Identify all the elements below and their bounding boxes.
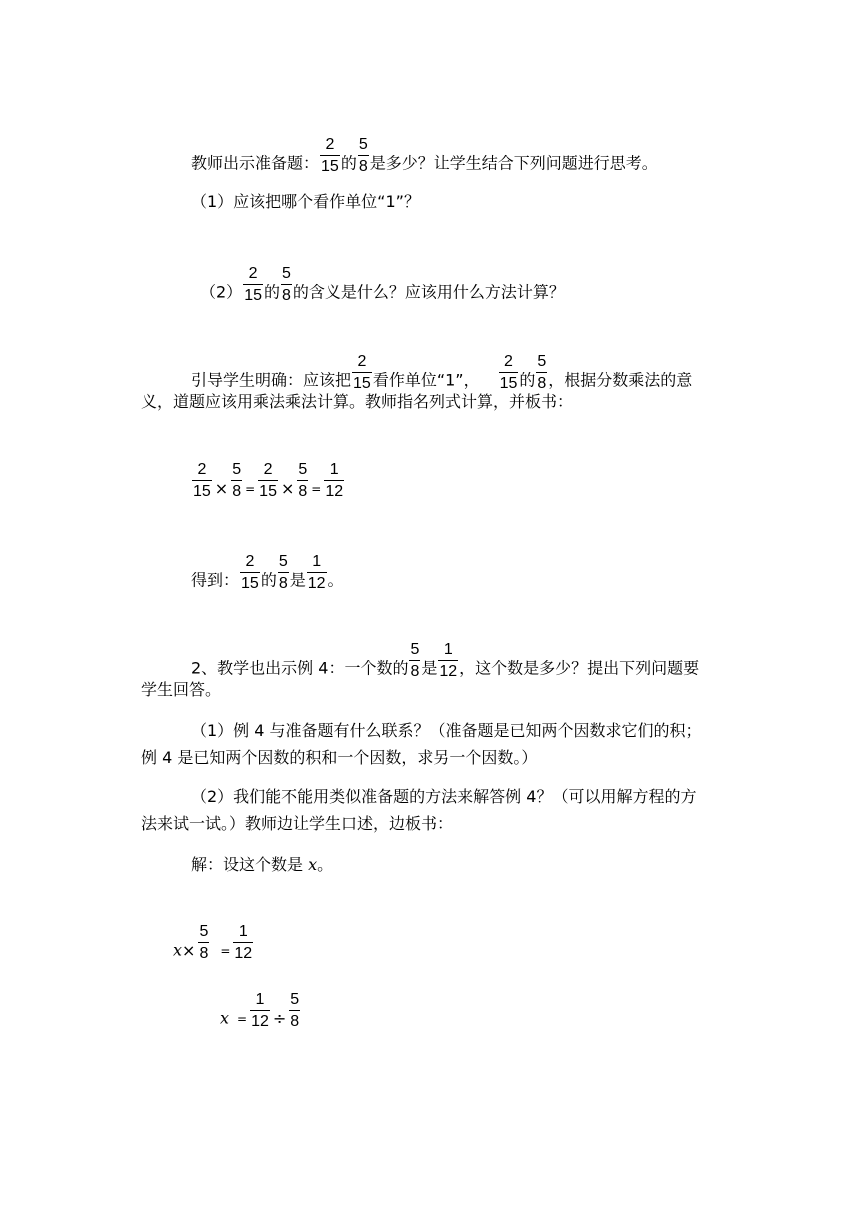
fraction-1-12 (233, 924, 253, 962)
text: 的 (260, 570, 277, 590)
fraction-1-12 (250, 992, 270, 1030)
variable-x: x (173, 940, 183, 960)
numerator: 5 (281, 266, 292, 285)
times-sign: × (182, 941, 196, 960)
solution-line (191, 857, 333, 873)
question-3-cont: 例 4 是已知两个因数的积和一个因数，求另一个因数。） (141, 748, 538, 767)
fraction-5-8 (536, 354, 547, 392)
text: 引导学生明确：应该把 (191, 370, 352, 390)
numerator: 5 (297, 462, 308, 481)
text: 解：设这个数是 (191, 855, 309, 874)
text: 教师出示准备题： (191, 153, 320, 173)
variable-x: x (220, 1008, 230, 1028)
numerator: 5 (289, 992, 300, 1011)
fraction-5-8 (198, 924, 209, 962)
numerator: 2 (243, 266, 263, 285)
denominator: 12 (325, 483, 344, 500)
denominator: 8 (278, 575, 288, 592)
numerator: 5 (358, 137, 369, 156)
denominator: 12 (307, 575, 326, 592)
divide-sign: ÷ (272, 1009, 287, 1028)
numerator: 5 (278, 554, 289, 573)
equals-sign: = (311, 482, 322, 496)
numerator: 2 (352, 354, 372, 373)
denominator: 8 (232, 483, 242, 500)
equals-sign: = (237, 1012, 248, 1026)
numerator: 5 (231, 462, 242, 481)
example-4-line-2: 学生回答。 (141, 680, 222, 699)
text: 的含义是什么？应该用什么方法计算？ (292, 282, 565, 302)
numerator: 5 (198, 924, 209, 943)
variable-x: x (308, 855, 318, 874)
numerator: 1 (324, 462, 344, 481)
numerator: 1 (250, 992, 270, 1011)
equals-sign: = (220, 944, 231, 958)
text: 2、教学也出示例 4：一个数的 (191, 658, 409, 678)
question-1: （1）应该把哪个看作单位“1”？ (191, 192, 420, 211)
fraction-5-8 (409, 642, 420, 680)
fraction-5-8 (289, 992, 300, 1030)
fraction-1-12 (307, 554, 327, 592)
denominator: 12 (251, 1013, 269, 1030)
fraction-5-8 (278, 554, 289, 592)
result-line (191, 553, 344, 600)
example-4-line (191, 641, 700, 688)
denominator: 15 (193, 483, 211, 500)
denominator: 8 (410, 663, 420, 680)
guidance-line-2: 义，道题应该用乘法乘法计算。教师指名列式计算，并板书： (141, 392, 574, 411)
denominator: 12 (234, 945, 253, 962)
denominator: 8 (282, 287, 291, 304)
fraction-2-15 (243, 266, 263, 304)
fraction-2-15 (192, 462, 212, 500)
denominator: 8 (290, 1013, 300, 1030)
denominator: 15 (241, 575, 259, 592)
numerator: 2 (320, 137, 340, 156)
numerator: 2 (240, 554, 260, 573)
numerator: 5 (536, 354, 547, 373)
numerator: 2 (499, 354, 519, 373)
text: 。 (327, 570, 344, 590)
text: 是多少？让学生结合下列问题进行思考。 (369, 153, 658, 173)
equation-x-divide (220, 991, 301, 1038)
denominator: 15 (353, 375, 371, 392)
denominator: 12 (439, 663, 458, 680)
fraction-1-12 (438, 642, 458, 680)
times-sign: × (280, 479, 295, 498)
denominator: 8 (298, 483, 308, 500)
text: 的 (340, 153, 357, 173)
equation-x-times (173, 923, 254, 970)
question-2 (200, 265, 565, 312)
fraction-2-15 (320, 137, 340, 175)
text: 的 (263, 282, 280, 302)
denominator: 15 (499, 375, 518, 392)
fraction-5-8 (281, 266, 292, 304)
fraction-5-8 (231, 462, 242, 500)
question-4-cont: 法来试一试。）教师边让学生口述，边板书： (141, 814, 454, 833)
text: ，根据分数乘法的意 (548, 370, 693, 390)
text: ，这个数是多少？提出下列问题要 (459, 658, 700, 678)
fraction-2-15 (240, 554, 260, 592)
denominator: 8 (199, 945, 209, 962)
fraction-5-8 (358, 137, 369, 175)
fraction-2-15 (352, 354, 372, 392)
numerator: 2 (258, 462, 278, 481)
text: 。 (317, 855, 334, 874)
text: 看作单位“1”， (372, 370, 480, 390)
denominator: 8 (358, 158, 368, 175)
fraction-2-15 (499, 354, 519, 392)
question-4: （2）我们能不能用类似准备题的方法来解答例 4？（可以用解方程的方 (191, 787, 697, 806)
denominator: 8 (537, 375, 547, 392)
text: 是 (289, 570, 306, 590)
question-3: （1）例 4 与准备题有什么联系？（准备题是已知两个因数求它们的积； (191, 721, 702, 740)
text: （2） (200, 282, 243, 302)
numerator: 2 (192, 462, 212, 481)
prep-question-line (191, 136, 658, 183)
fraction-1-12 (324, 462, 344, 500)
numerator: 1 (233, 924, 253, 943)
text: 得到： (191, 570, 240, 590)
denominator: 15 (244, 287, 262, 304)
denominator: 15 (259, 483, 277, 500)
denominator: 15 (321, 158, 339, 175)
fraction-5-8 (297, 462, 308, 500)
text: 的 (519, 370, 536, 390)
numerator: 5 (409, 642, 420, 661)
numerator: 1 (307, 554, 327, 573)
equals-sign: = (245, 482, 256, 496)
text: 是 (421, 658, 438, 678)
equation-product (191, 461, 345, 508)
times-sign: × (214, 479, 229, 498)
fraction-2-15 (258, 462, 278, 500)
numerator: 1 (438, 642, 458, 661)
